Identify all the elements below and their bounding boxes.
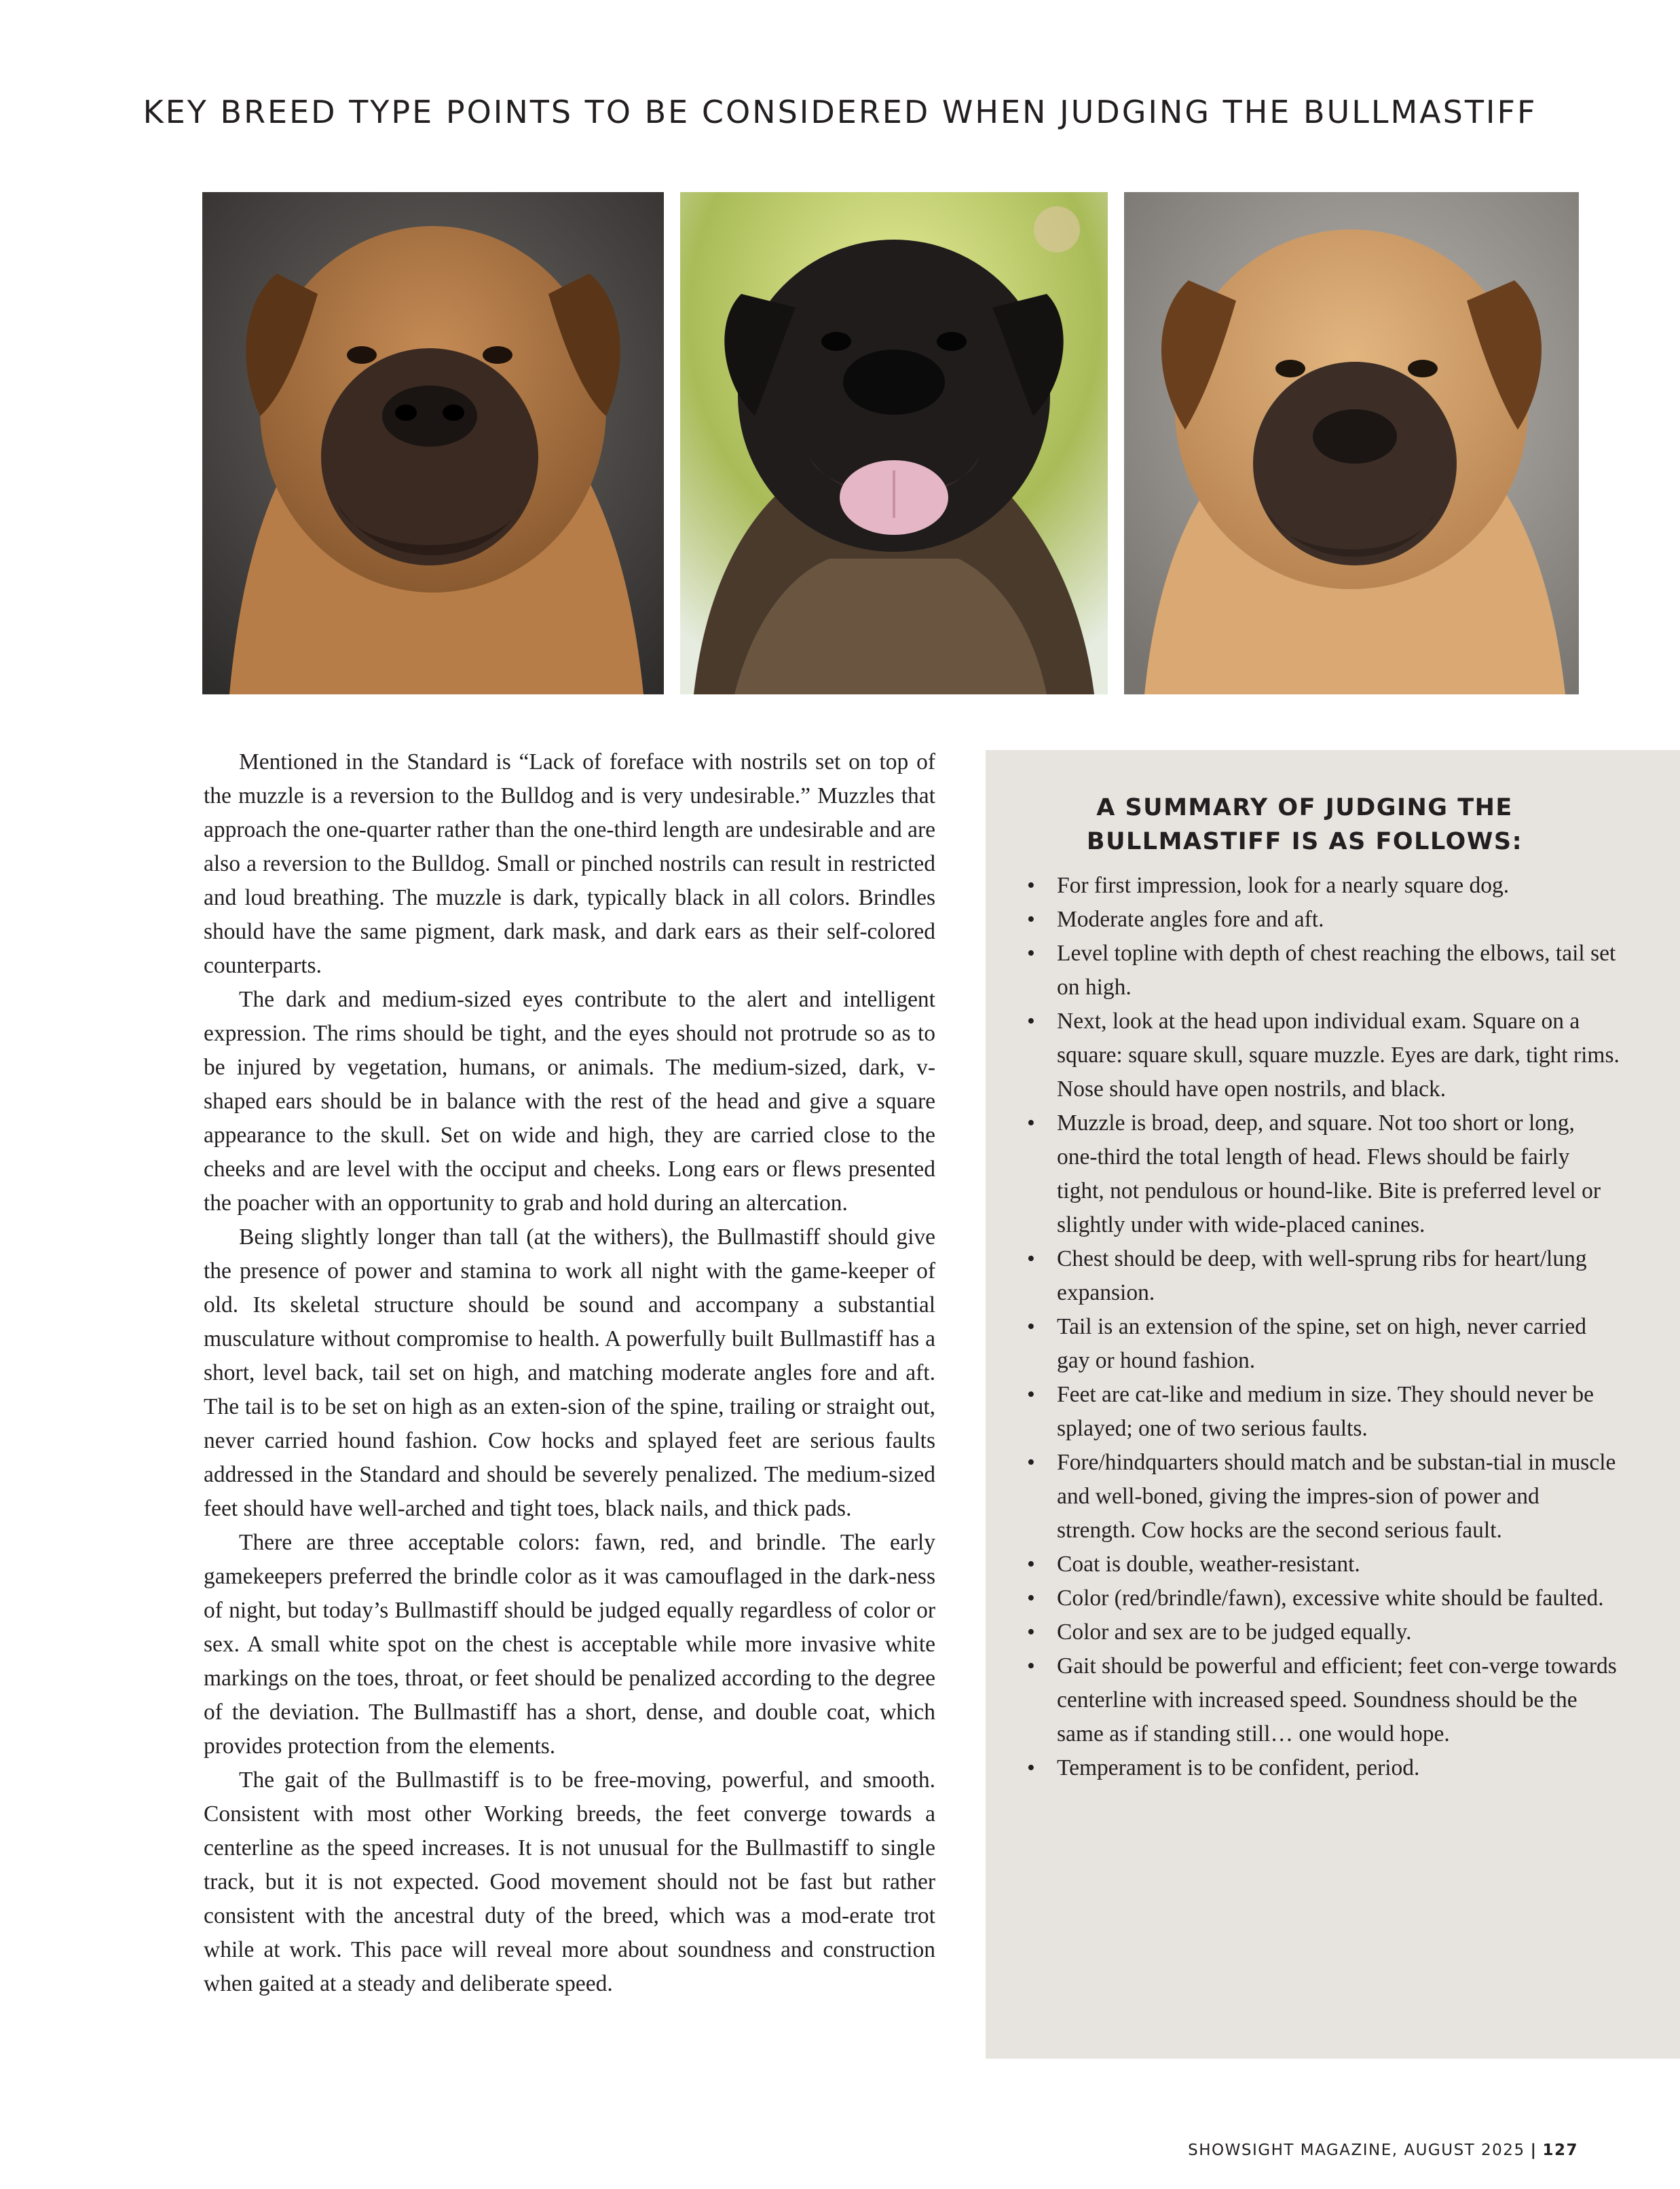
bullmastiff-photo-fawn-red	[202, 192, 664, 694]
summary-list	[1027, 869, 1620, 1785]
summary-item-text: Color and sex are to be judged equally.	[1057, 1620, 1412, 1645]
summary-item	[1027, 1242, 1620, 1310]
summary-item	[1027, 1649, 1620, 1751]
bullet-icon: •	[1027, 1586, 1035, 1611]
bullmastiff-photo-fawn	[1124, 192, 1579, 694]
summary-item	[1027, 1310, 1620, 1378]
bullet-icon: •	[1027, 1755, 1035, 1780]
summary-heading-line-1: A SUMMARY OF JUDGING THE	[1096, 794, 1513, 821]
bullet-icon: •	[1027, 1314, 1035, 1339]
bullet-icon: •	[1027, 1009, 1035, 1034]
summary-item	[1027, 1106, 1620, 1242]
summary-item-text: Level topline with depth of chest reaching the elbows, tail set on high.	[1057, 941, 1616, 1000]
summary-item	[1027, 1005, 1620, 1106]
bullet-icon: •	[1027, 941, 1035, 966]
article-paragraph: There are three acceptable colors: fawn, red, and brindle. The early gamekeepers preferred the brindle color as it was camouflaged in the dark-ness of night, but today’s Bullmastiff should be judged equally regardless of color or sex. A small white spot on the chest is acceptable while more invasive white markings on the toes, throat, or feet should be penalized according to the degree of the deviation. The Bullmastiff has a short, dense, and double coat, which provides protection from the elements.	[204, 1530, 935, 1759]
bullet-icon: •	[1027, 1382, 1035, 1407]
page-number: 127	[1542, 2141, 1578, 2159]
summary-heading	[986, 791, 1624, 859]
bullet-icon: •	[1027, 1110, 1035, 1136]
summary-item-text: Feet are cat-like and medium in size. They should never be splayed; one of two serious faults.	[1057, 1382, 1594, 1441]
bullet-icon: •	[1027, 907, 1035, 932]
bullet-icon: •	[1027, 1552, 1035, 1577]
footer-separator: |	[1530, 2141, 1537, 2159]
bullet-icon: •	[1027, 873, 1035, 898]
summary-item-text: Fore/hindquarters should match and be substan-tial in muscle and well-boned, giving the impres-sion of power and strength. Cow hocks are the second serious fault.	[1057, 1450, 1616, 1543]
page-title: KEY BREED TYPE POINTS TO BE CONSIDERED WHEN JUDGING THE BULLMASTIFF	[143, 94, 1537, 130]
summary-item-text: Chest should be deep, with well-sprung ribs for heart/lung expansion.	[1057, 1246, 1587, 1305]
summary-item	[1027, 903, 1620, 937]
summary-item-text: Temperament is to be confident, period.	[1057, 1755, 1420, 1780]
summary-item-text: Muzzle is broad, deep, and square. Not too short or long, one-third the total length of head. Flews should be fairly tight, not pendulous or hound-like. Bite is preferred level or slightly under with wide-placed canines.	[1057, 1110, 1601, 1237]
article-paragraph: Mentioned in the Standard is “Lack of foreface with nostrils set on top of the muzzle is a reversion to the Bulldog and is very undesirable.” Muzzles that approach the one-quarter rather than the one-third length are undesirable and are also a reversion to the Bulldog. Small or pinched nostrils can result in restricted and loud breathing. The muzzle is dark, typically black in all colors. Brindles should have the same pigment, dark mask, and dark ears as their self-colored counterparts.	[204, 749, 936, 978]
summary-item-text: Next, look at the head upon individual exam. Square on a square: square skull, square muzzle. Eyes are dark, tight rims. Nose should have open nostrils, and black.	[1057, 1009, 1620, 1102]
summary-item	[1027, 1615, 1620, 1649]
bullmastiff-portrait-3	[1124, 192, 1579, 694]
article-paragraph: Being slightly longer than tall (at the withers), the Bullmastiff should give the presence of power and stamina to work all night with the game-keeper of old. Its skeletal structure should be sound and accompany a substantial musculature without compromise to health. A powerfully built Bullmastiff has a short, level back, tail set on high, and matching moderate angles fore and aft. The tail is to be set on high as an exten-sion of the spine, trailing or straight out, never carried hound fashion. Cow hocks and splayed feet are serious faults addressed in the Standard and should be severely penalized. The medium-sized feet should have well-arched and tight toes, black nails, and thick pads.	[204, 1224, 935, 1521]
summary-item	[1027, 1582, 1620, 1615]
bullmastiff-photo-brindle	[680, 192, 1108, 694]
summary-item-text: Color (red/brindle/fawn), excessive white should be faulted.	[1057, 1586, 1604, 1611]
article-paragraph: The dark and medium-sized eyes contribute to the alert and intelligent expression. The rims should be tight, and the eyes should not protrude so as to be injured by vegetation, humans, or animals. The medium-sized, dark, v-shaped ears should be in balance with the rest of the head and give a square appearance to the skull. Set on wide and high, they are carried close to the cheeks and are level with the occiput and cheeks. Long ears or flews presented the poacher with an opportunity to grab and hold during an altercation.	[204, 987, 935, 1216]
publication-name: SHOWSIGHT MAGAZINE, AUGUST 2025	[1188, 2141, 1525, 2159]
bullet-icon: •	[1027, 1653, 1035, 1679]
summary-heading-line-2: BULLMASTIFF IS AS FOLLOWS:	[1086, 828, 1523, 855]
summary-item	[1027, 1378, 1620, 1446]
bullet-icon: •	[1027, 1450, 1035, 1475]
summary-item-text: Coat is double, weather-resistant.	[1057, 1552, 1360, 1577]
summary-sidebar	[986, 750, 1680, 2059]
bullet-icon: •	[1027, 1620, 1035, 1645]
article-paragraph: The gait of the Bullmastiff is to be free-moving, powerful, and smooth. Consistent with most other Working breeds, the feet converge towards a centerline as the speed increases. It is not unusual for the Bullmastiff to single track, but it is not expected. Good movement should not be fast but rather consistent with the ancestral duty of the breed, which was a mod-erate trot while at work. This pace will reveal more about soundness and construction when gaited at a steady and deliberate speed.	[204, 1767, 935, 1996]
summary-item-text: Moderate angles fore and aft.	[1057, 907, 1324, 932]
summary-item	[1027, 1446, 1620, 1548]
bullet-icon: •	[1027, 1246, 1035, 1271]
summary-item-text: Tail is an extension of the spine, set on high, never carried gay or hound fashion.	[1057, 1314, 1587, 1373]
article-body	[204, 745, 935, 2001]
summary-item-text: For first impression, look for a nearly square dog.	[1057, 873, 1510, 898]
page-footer	[1188, 2141, 1578, 2159]
summary-item	[1027, 937, 1620, 1005]
summary-item	[1027, 1548, 1620, 1582]
summary-item-text: Gait should be powerful and efficient; feet con-verge towards centerline with increased speed. Soundness should be the same as if standing still… one would hope.	[1057, 1653, 1617, 1746]
bullmastiff-portrait-2	[680, 192, 1108, 694]
bullmastiff-portrait-1	[202, 192, 664, 694]
summary-item	[1027, 869, 1620, 903]
summary-item	[1027, 1751, 1620, 1785]
